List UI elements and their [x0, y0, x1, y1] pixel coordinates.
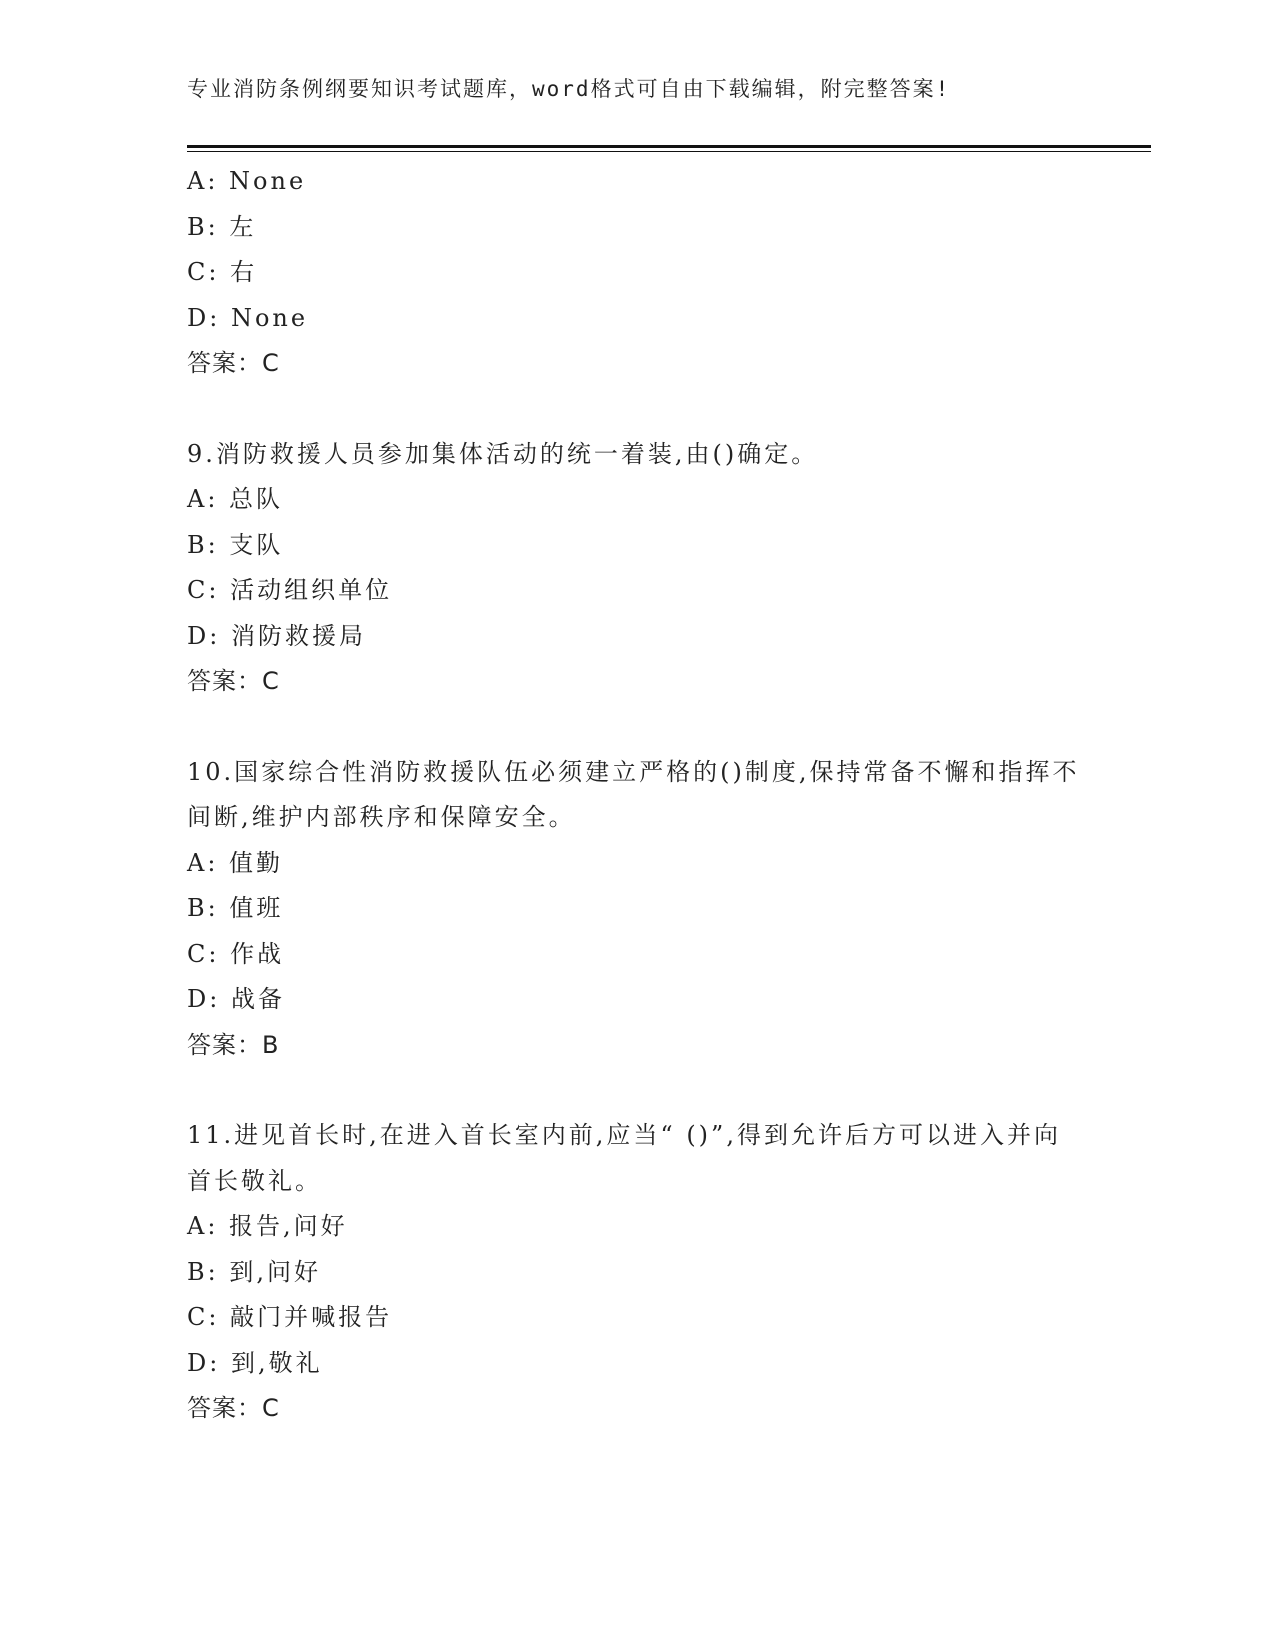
option-b: B: 值班 — [187, 894, 284, 922]
option-d: D: None — [187, 303, 309, 332]
question-list — [187, 159, 1087, 1432]
option-c: C: 活动组织单位 — [187, 576, 393, 604]
option-a: A: 报告,问好 — [187, 1212, 348, 1240]
answer-line: 答案：C — [187, 349, 280, 377]
question-stem: 9.消防救援人员参加集体活动的统一着装,由()确定。 — [187, 439, 819, 468]
option-a: A: 总队 — [187, 485, 284, 513]
question-block-9 — [187, 432, 1087, 705]
option-b: B: 支队 — [187, 530, 284, 559]
option-c: C: 敲门并喊报告 — [187, 1303, 393, 1331]
question-block-10 — [187, 750, 1087, 1069]
option-a: A: 值勤 — [187, 848, 284, 877]
question-stem: 10.国家综合性消防救援队伍必须建立严格的()制度,保持常备不懈和指挥不间断,维护内部秩序和保障安全。 — [187, 757, 1080, 831]
answer-line: 答案：C — [187, 1394, 280, 1422]
option-b: B: 到,问好 — [187, 1257, 321, 1286]
option-d: D: 消防救援局 — [187, 621, 366, 650]
question-stem: 11.进见首长时,在进入首长室内前,应当“ ()”,得到允许后方可以进入并向首长敬礼。 — [187, 1121, 1061, 1195]
question-block-8 — [187, 159, 1087, 387]
answer-line: 答案：B — [187, 1030, 280, 1059]
option-d: D: 到,敬礼 — [187, 1348, 323, 1377]
option-d: D: 战备 — [187, 985, 285, 1013]
header-divider-thick — [187, 145, 1151, 148]
question-block-11 — [187, 1113, 1087, 1432]
option-c: C: 作战 — [187, 939, 285, 968]
header-divider-thin — [187, 151, 1151, 152]
option-a: A: None — [187, 167, 307, 195]
option-b: B: 左 — [187, 212, 257, 241]
option-c: C: 右 — [187, 258, 258, 286]
page-header: 专业消防条例纲要知识考试题库，word格式可自由下载编辑，附完整答案! — [187, 77, 951, 101]
answer-line: 答案：C — [187, 667, 280, 695]
